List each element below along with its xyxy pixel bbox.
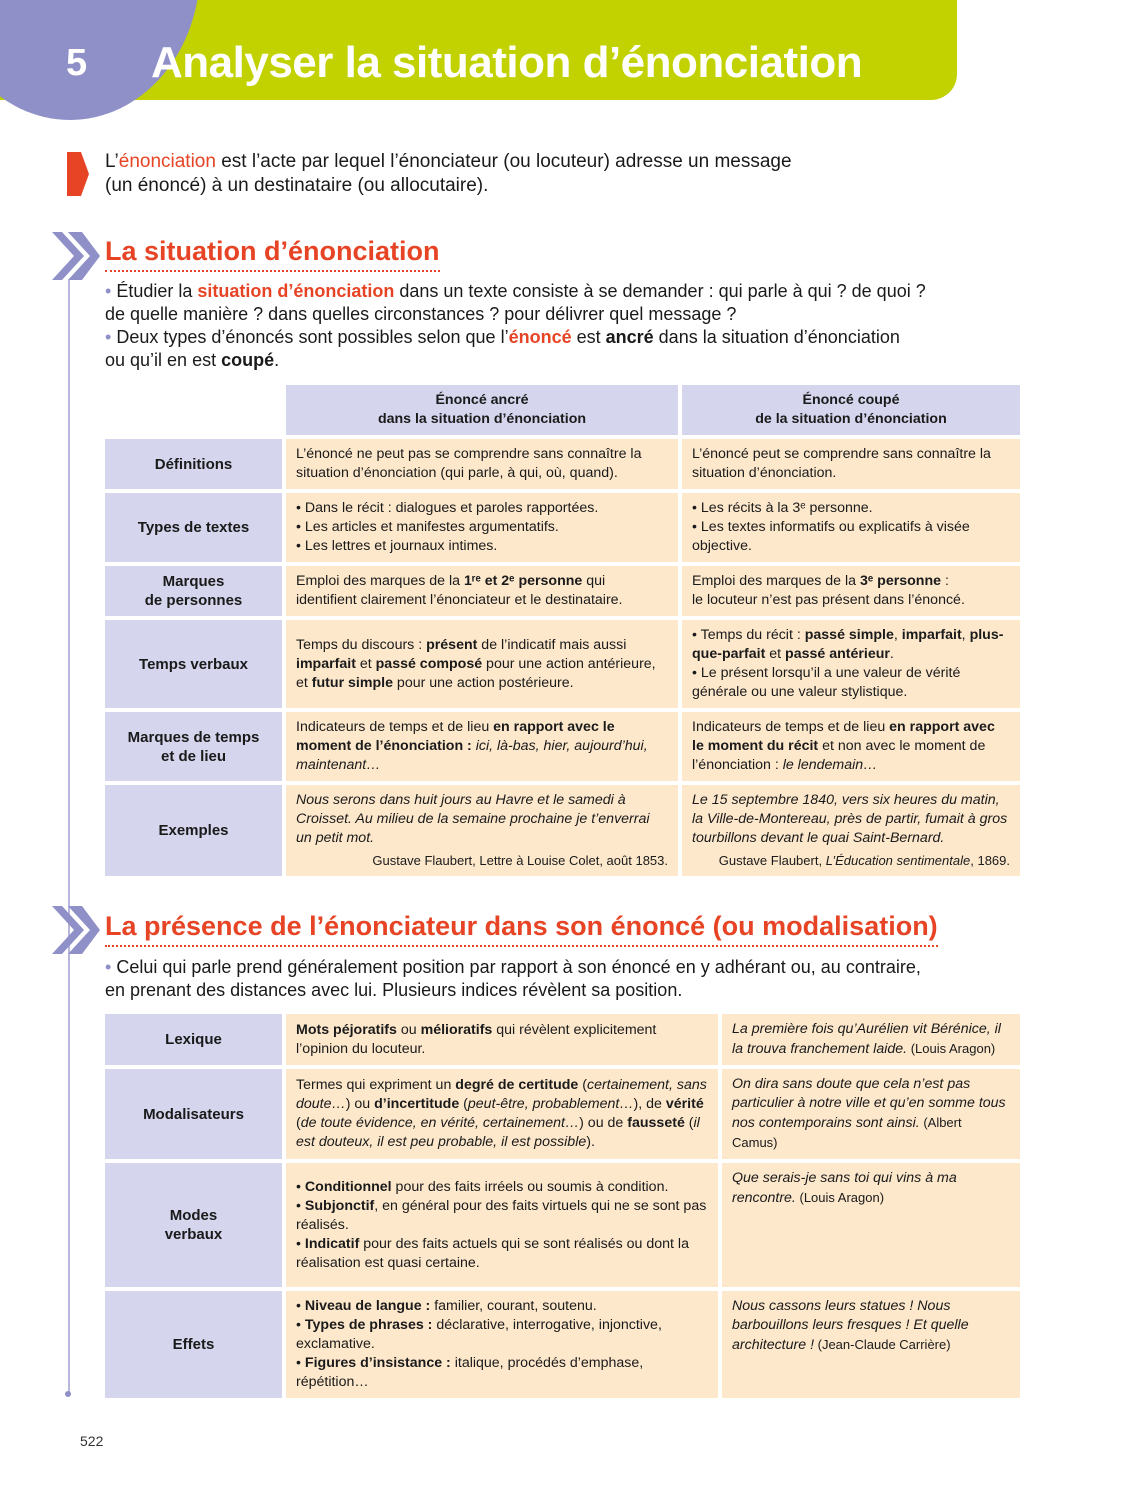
section-title-modalisation: La présence de l’énonciateur dans son énoncé (ou modalisation) [105, 911, 938, 947]
intro-marker-icon [67, 152, 89, 196]
row-label: Marques de temps et de lieu [105, 712, 282, 781]
row-label: Modes verbaux [105, 1163, 282, 1287]
row-label: Marques de personnes [105, 566, 282, 616]
row-label: Exemples [105, 785, 282, 876]
chapter-number: 5 [66, 42, 88, 84]
table-row: Marques de personnes Emploi des marques de la 1ʳᵉ et 2ᵉ personne qui identifient clairement l’énonciateur et le destinataire. Emploi des marques de la 3ᵉ personne : le locuteur n’est pas présent dans l’énoncé. [105, 566, 1020, 616]
table-row: Lexique Mots péjoratifs ou mélioratifs qui révèlent explicitement l’opinion du locuteur. La première fois qu’Aurélien vit Bérénice, il la trouva franchement laide. (Louis Aragon) [105, 1014, 1020, 1065]
table-header-row [105, 385, 1020, 435]
margin-line [68, 280, 70, 1395]
page-title: Analyser la situation d’énonciation [151, 38, 863, 87]
term-enonciation: énonciation [118, 151, 216, 172]
row-label: Effets [105, 1291, 282, 1398]
row-label: Modalisateurs [105, 1069, 282, 1159]
row-label: Définitions [105, 439, 282, 489]
table-enonce-types [101, 381, 1024, 880]
section-chevron-icon [52, 906, 100, 954]
table-row: Exemples Nous serons dans huit jours au Havre et le samedi à Croisset. Au milieu de la semaine prochaine je t’enverrai un petit mot. Gustave Flaubert, Lettre à Louise Colet, août 1853. Le 15 septembre 1840, vers six heures du matin, la Ville-de-Montereau, près de partir, fumait à gros tourbillons devant le quai Saint-Bernard. Gustave Flaubert, L’Éducation sentimentale, 1869. [105, 785, 1020, 876]
row-label: Temps verbaux [105, 620, 282, 708]
table-row: Modes verbaux • Conditionnel pour des faits irréels ou soumis à condition. • Subjonctif, en général pour des faits virtuels qui ne se sont pas réalisés. • Indicatif pour des faits actuels qui se sont réalisés ou dont la réalisation est quasi certaine. Que serais-je sans toi qui vins à ma rencontre. (Louis Aragon) [105, 1163, 1020, 1287]
section-chevron-icon [52, 232, 100, 280]
row-label: Lexique [105, 1014, 282, 1065]
table-row: Temps verbaux Temps du discours : présent de l’indicatif mais aussi imparfait et passé composé pour une action antérieure, et futur simple pour une action postérieure. • Temps du récit : passé simple, imparfait, plus-que-parfait et passé antérieur. • Le présent lorsqu’il a une valeur de vérité générale ou une valeur stylistique. [105, 620, 1020, 708]
table-modalisation [101, 1010, 1024, 1402]
page-number: 522 [80, 1433, 104, 1449]
section1-text: • Étudier la situation d’énonciation dans un texte consiste à se demander : qui parle à qui ? de quoi ? de quelle manière ? dans quelles circonstances ? pour délivrer quel message ? • Deux types d’énoncés sont possibles selon que l’énoncé est ancré dans la situation d’énonciation ou qu’il en est coupé. [105, 281, 926, 370]
intro-definition: L’énonciation est l’acte par lequel l’énonciateur (ou locuteur) adresse un message (un énoncé) à un destinataire (ou allocutaire). [105, 151, 792, 196]
section-title-situation: La situation d’énonciation [105, 236, 440, 272]
section2-text: • Celui qui parle prend généralement position par rapport à son énoncé en y adhérant ou, au contraire, en prenant des distances avec lui. Plusieurs indices révèlent sa position. [105, 957, 921, 1000]
table-row: Modalisateurs Termes qui expriment un degré de certitude (certainement, sans doute…) ou d’incertitude (peut-être, probablement…), de vérité (de toute évidence, en vérité, certainement…) ou de fausseté (il est douteux, il est peu probable, il est possible). On dira sans doute que cela n’est pas particulier à notre ville et qu’en somme tous nos contemporains sont ainsi. (Albert Camus) [105, 1069, 1020, 1159]
col-header-ancre: Énoncé ancré dans la situation d’énonciation [286, 385, 678, 435]
table-row: Effets • Niveau de langue : familier, courant, soutenu. • Types de phrases : déclarative, interrogative, injonctive, exclamative. • Figures d’insistance : italique, procédés d’emphase, répétition… Nous cassons leurs statues ! Nous barbouillons leurs fresques ! Et quelle architecture ! (Jean-Claude Carrière) [105, 1291, 1020, 1398]
margin-line-dot [65, 1391, 71, 1397]
table-row: Types de textes • Dans le récit : dialogues et paroles rapportées. • Les articles et manifestes argumentatifs. • Les lettres et journaux intimes. • Les récits à la 3ᵉ personne. • Les textes informatifs ou explicatifs à visée objective. [105, 493, 1020, 562]
table-row: Marques de temps et de lieu Indicateurs de temps et de lieu en rapport avec le moment de l’énonciation : ici, là-bas, hier, aujourd’hui, maintenant… Indicateurs de temps et de lieu en rapport avec le moment du récit et non avec le moment de l’énonciation : le lendemain… [105, 712, 1020, 781]
col-header-coupe: Énoncé coupé de la situation d’énonciation [682, 385, 1020, 435]
row-label: Types de textes [105, 493, 282, 562]
table-row: Définitions L’énoncé ne peut pas se comprendre sans connaître la situation d’énonciation (qui parle, à qui, où, quand). L’énoncé peut se comprendre sans connaître la situation d’énonciation. [105, 439, 1020, 489]
